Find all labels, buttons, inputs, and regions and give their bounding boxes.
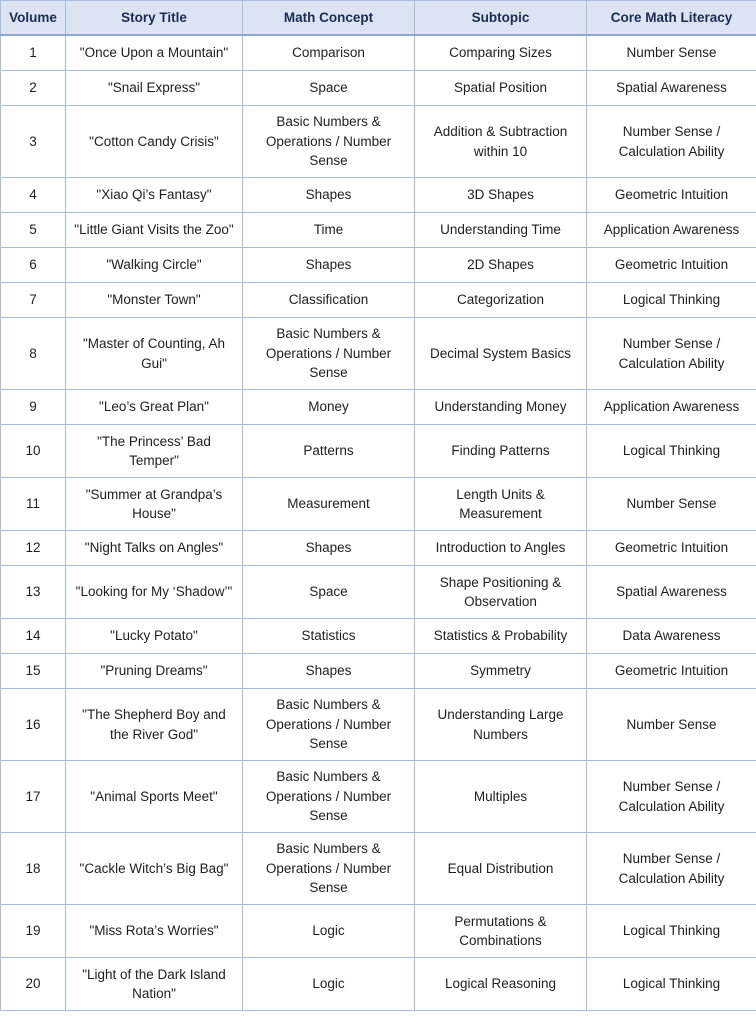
cell-math-concept: Space bbox=[243, 71, 415, 106]
table-row bbox=[1, 619, 756, 654]
cell-core-literacy: Application Awareness bbox=[587, 390, 756, 425]
header-row bbox=[1, 1, 756, 36]
header-math-concept: Math Concept bbox=[243, 1, 415, 36]
cell-story-title: "Master of Counting, Ah Gui" bbox=[66, 318, 243, 390]
cell-story-title: "Looking for My ‘Shadow’" bbox=[66, 566, 243, 619]
cell-subtopic: Categorization bbox=[415, 283, 587, 318]
cell-core-literacy: Number Sense bbox=[587, 689, 756, 761]
table-row bbox=[1, 478, 756, 531]
cell-core-literacy: Number Sense bbox=[587, 35, 756, 71]
cell-volume: 13 bbox=[1, 566, 66, 619]
cell-math-concept: Logic bbox=[243, 958, 415, 1011]
cell-subtopic: Symmetry bbox=[415, 654, 587, 689]
cell-volume: 19 bbox=[1, 905, 66, 958]
cell-subtopic: Equal Distribution bbox=[415, 833, 587, 905]
cell-story-title: "Summer at Grandpa’s House" bbox=[66, 478, 243, 531]
cell-core-literacy: Geometric Intuition bbox=[587, 248, 756, 283]
cell-math-concept: Classification bbox=[243, 283, 415, 318]
cell-story-title: "The Princess’ Bad Temper" bbox=[66, 425, 243, 478]
cell-volume: 15 bbox=[1, 654, 66, 689]
cell-story-title: "Animal Sports Meet" bbox=[66, 761, 243, 833]
table-row bbox=[1, 425, 756, 478]
cell-story-title: "Light of the Dark Island Nation" bbox=[66, 958, 243, 1011]
cell-core-literacy: Geometric Intuition bbox=[587, 531, 756, 566]
cell-volume: 8 bbox=[1, 318, 66, 390]
cell-subtopic: Finding Patterns bbox=[415, 425, 587, 478]
cell-subtopic: Logical Reasoning bbox=[415, 958, 587, 1011]
cell-story-title: "Lucky Potato" bbox=[66, 619, 243, 654]
cell-story-title: "Leo’s Great Plan" bbox=[66, 390, 243, 425]
cell-volume: 16 bbox=[1, 689, 66, 761]
cell-math-concept: Measurement bbox=[243, 478, 415, 531]
cell-subtopic: Multiples bbox=[415, 761, 587, 833]
cell-core-literacy: Logical Thinking bbox=[587, 905, 756, 958]
cell-subtopic: Understanding Money bbox=[415, 390, 587, 425]
cell-subtopic: Comparing Sizes bbox=[415, 35, 587, 71]
cell-subtopic: Spatial Position bbox=[415, 71, 587, 106]
cell-math-concept: Statistics bbox=[243, 619, 415, 654]
table-row bbox=[1, 283, 756, 318]
table-row bbox=[1, 689, 756, 761]
cell-story-title: "The Shepherd Boy and the River God" bbox=[66, 689, 243, 761]
cell-volume: 10 bbox=[1, 425, 66, 478]
table-row bbox=[1, 178, 756, 213]
cell-core-literacy: Number Sense / Calculation Ability bbox=[587, 318, 756, 390]
cell-story-title: "Cotton Candy Crisis" bbox=[66, 106, 243, 178]
table-row bbox=[1, 654, 756, 689]
cell-volume: 12 bbox=[1, 531, 66, 566]
cell-math-concept: Patterns bbox=[243, 425, 415, 478]
cell-core-literacy: Data Awareness bbox=[587, 619, 756, 654]
table-row bbox=[1, 106, 756, 178]
cell-volume: 6 bbox=[1, 248, 66, 283]
cell-volume: 17 bbox=[1, 761, 66, 833]
header-volume: Volume bbox=[1, 1, 66, 36]
cell-math-concept: Shapes bbox=[243, 654, 415, 689]
table-row bbox=[1, 531, 756, 566]
cell-math-concept: Shapes bbox=[243, 178, 415, 213]
cell-subtopic: 2D Shapes bbox=[415, 248, 587, 283]
cell-story-title: "Xiao Qi’s Fantasy" bbox=[66, 178, 243, 213]
cell-math-concept: Basic Numbers & Operations / Number Sense bbox=[243, 833, 415, 905]
table-row bbox=[1, 390, 756, 425]
cell-subtopic: Introduction to Angles bbox=[415, 531, 587, 566]
cell-subtopic: Understanding Time bbox=[415, 213, 587, 248]
cell-subtopic: Understanding Large Numbers bbox=[415, 689, 587, 761]
cell-story-title: "Pruning Dreams" bbox=[66, 654, 243, 689]
cell-math-concept: Basic Numbers & Operations / Number Sense bbox=[243, 106, 415, 178]
cell-volume: 1 bbox=[1, 35, 66, 71]
cell-volume: 5 bbox=[1, 213, 66, 248]
cell-core-literacy: Logical Thinking bbox=[587, 425, 756, 478]
cell-subtopic: 3D Shapes bbox=[415, 178, 587, 213]
cell-volume: 9 bbox=[1, 390, 66, 425]
cell-math-concept: Basic Numbers & Operations / Number Sense bbox=[243, 689, 415, 761]
cell-core-literacy: Application Awareness bbox=[587, 213, 756, 248]
cell-story-title: "Monster Town" bbox=[66, 283, 243, 318]
cell-math-concept: Basic Numbers & Operations / Number Sense bbox=[243, 318, 415, 390]
cell-story-title: "Miss Rota’s Worries" bbox=[66, 905, 243, 958]
cell-subtopic: Decimal System Basics bbox=[415, 318, 587, 390]
cell-subtopic: Shape Positioning & Observation bbox=[415, 566, 587, 619]
cell-math-concept: Shapes bbox=[243, 531, 415, 566]
table-row bbox=[1, 905, 756, 958]
table-row bbox=[1, 761, 756, 833]
cell-volume: 4 bbox=[1, 178, 66, 213]
cell-math-concept: Space bbox=[243, 566, 415, 619]
table-row bbox=[1, 566, 756, 619]
table-row bbox=[1, 958, 756, 1011]
cell-math-concept: Comparison bbox=[243, 35, 415, 71]
cell-core-literacy: Geometric Intuition bbox=[587, 178, 756, 213]
cell-volume: 11 bbox=[1, 478, 66, 531]
cell-math-concept: Money bbox=[243, 390, 415, 425]
cell-core-literacy: Number Sense bbox=[587, 478, 756, 531]
cell-math-concept: Logic bbox=[243, 905, 415, 958]
table-row bbox=[1, 213, 756, 248]
cell-subtopic: Permutations & Combinations bbox=[415, 905, 587, 958]
cell-core-literacy: Number Sense / Calculation Ability bbox=[587, 106, 756, 178]
cell-core-literacy: Logical Thinking bbox=[587, 283, 756, 318]
cell-volume: 7 bbox=[1, 283, 66, 318]
cell-math-concept: Time bbox=[243, 213, 415, 248]
header-story-title: Story Title bbox=[66, 1, 243, 36]
cell-subtopic: Length Units & Measurement bbox=[415, 478, 587, 531]
cell-core-literacy: Spatial Awareness bbox=[587, 566, 756, 619]
cell-core-literacy: Number Sense / Calculation Ability bbox=[587, 761, 756, 833]
cell-subtopic: Addition & Subtraction within 10 bbox=[415, 106, 587, 178]
cell-story-title: "Little Giant Visits the Zoo" bbox=[66, 213, 243, 248]
cell-story-title: "Snail Express" bbox=[66, 71, 243, 106]
cell-math-concept: Shapes bbox=[243, 248, 415, 283]
table-row bbox=[1, 318, 756, 390]
header-core-math-literacy: Core Math Literacy bbox=[587, 1, 756, 36]
cell-core-literacy: Spatial Awareness bbox=[587, 71, 756, 106]
cell-core-literacy: Number Sense / Calculation Ability bbox=[587, 833, 756, 905]
table-row bbox=[1, 833, 756, 905]
cell-subtopic: Statistics & Probability bbox=[415, 619, 587, 654]
cell-story-title: "Night Talks on Angles" bbox=[66, 531, 243, 566]
cell-story-title: "Once Upon a Mountain" bbox=[66, 35, 243, 71]
cell-core-literacy: Logical Thinking bbox=[587, 958, 756, 1011]
table-row bbox=[1, 248, 756, 283]
cell-volume: 3 bbox=[1, 106, 66, 178]
cell-core-literacy: Geometric Intuition bbox=[587, 654, 756, 689]
cell-math-concept: Basic Numbers & Operations / Number Sense bbox=[243, 761, 415, 833]
cell-volume: 18 bbox=[1, 833, 66, 905]
cell-story-title: "Cackle Witch’s Big Bag" bbox=[66, 833, 243, 905]
cell-story-title: "Walking Circle" bbox=[66, 248, 243, 283]
table-row bbox=[1, 35, 756, 71]
header-subtopic: Subtopic bbox=[415, 1, 587, 36]
table-row bbox=[1, 71, 756, 106]
cell-volume: 20 bbox=[1, 958, 66, 1011]
cell-volume: 2 bbox=[1, 71, 66, 106]
cell-volume: 14 bbox=[1, 619, 66, 654]
